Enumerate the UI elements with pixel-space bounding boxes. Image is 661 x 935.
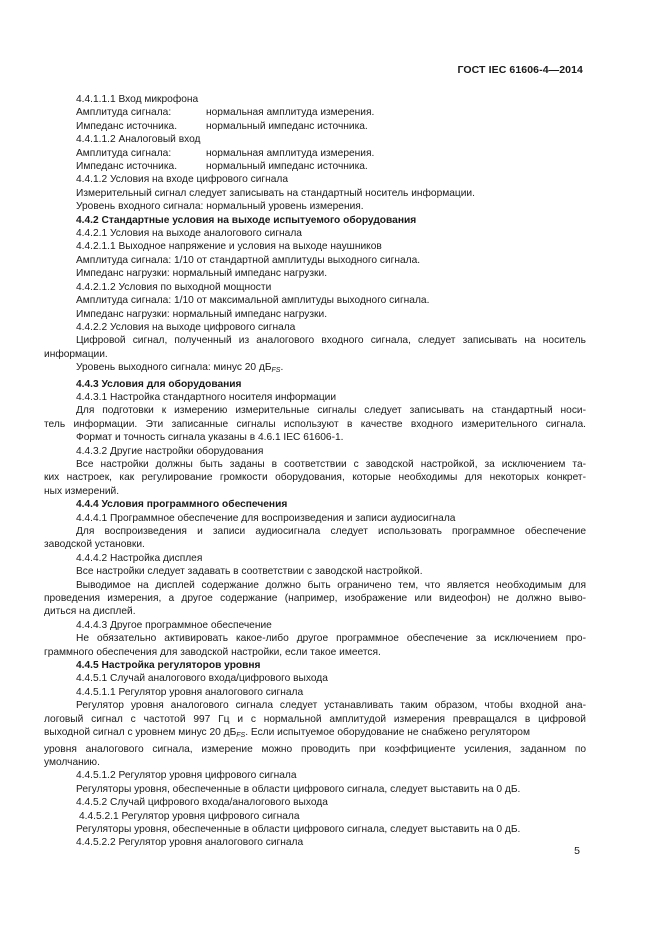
paragraph-line: граммного обеспечения для заводской настройки, если такое имеется. — [44, 646, 381, 658]
subsection-heading: 4.4.2.1 Условия на выходе аналогового сигнала — [76, 228, 302, 240]
paragraph-line: Импеданс нагрузки: нормальный импеданс нагрузки. — [76, 308, 328, 320]
text-fragment: . — [280, 362, 284, 374]
param-value: нормальный импеданс источника. — [206, 120, 368, 132]
subsection-heading: 4.4.2.2 Условия на выходе цифрового сигнала — [76, 321, 296, 333]
param-label: Амплитуда сигнала: — [76, 147, 172, 159]
subsection-heading: 4.4.5.2 Случай цифрового входа/аналогового выхода — [76, 797, 328, 809]
subsection-heading: 4.4.1.1.1 Вход микрофона — [76, 94, 199, 105]
paragraph-line: тель информации. Эти записанные сигналы используют в качестве входного измерительного сигнала. — [44, 418, 586, 430]
paragraph-line: Формат и точность сигнала указаны в 4.6.1 IEC 61606-1. — [76, 432, 344, 444]
document-body — [44, 93, 586, 850]
subsection-heading: 4.4.2.1.2 Условия по выходной мощности — [76, 281, 272, 293]
param-row — [44, 160, 586, 173]
paragraph-line — [44, 361, 586, 377]
section-heading: 4.4.4 Условия программного обеспечения — [76, 499, 288, 511]
paragraph-line: уровня аналогового сигнала, измерение можно проводить при коэффициенте усиления, заданном по — [44, 743, 586, 755]
subsection-heading: 4.4.4.3 Другое программное обеспечение — [76, 619, 272, 631]
text-fragment: Уровень выходного сигнала: минус 20 дБ — [76, 362, 272, 374]
param-row — [44, 120, 586, 133]
paragraph-line: Цифровой сигнал, полученный из аналогового входного сигнала, следует записывать на носитель — [76, 335, 586, 347]
param-label: Импеданс источника. — [76, 161, 178, 173]
subsection-heading: 4.4.4.1 Программное обеспечение для воспроизведения и записи аудиосигнала — [76, 512, 456, 524]
param-row — [44, 147, 586, 160]
paragraph-line: Для воспроизведения и записи аудиосигнала следует использовать программное обеспечение — [76, 526, 586, 537]
document-header: ГОСТ IEC 61606-4—2014 — [457, 64, 583, 76]
paragraph-line: Все настройки следует задавать в соответствии с заводской настройкой. — [76, 566, 423, 578]
paragraph-line: Все настройки должны быть заданы в соответствии с заводской настройкой, за исключением та- — [76, 458, 586, 470]
section-heading: 4.4.2 Стандартные условия на выходе испытуемого оборудования — [76, 214, 417, 226]
subsection-heading: 4.4.2.1.1 Выходное напряжение и условия на выходе наушников — [76, 241, 382, 253]
paragraph-line: ных измерений. — [44, 485, 120, 497]
paragraph-line: ких настроек, как регулирование громкости оборудования, которые необходимы для некоторых конкрет- — [44, 472, 586, 484]
paragraph-line: Регулятор уровня аналогового сигнала следует устанавливать таким образом, чтобы входной ана- — [76, 700, 586, 712]
paragraph-line: Выводимое на дисплей содержание должно быть ограничено тем, что является необходимым для — [76, 579, 586, 591]
paragraph-line: Амплитуда сигнала: 1/10 от максимальной амплитуды выходного сигнала. — [76, 295, 430, 307]
page-number: 5 — [574, 845, 580, 857]
param-value: нормальная амплитуда измерения. — [206, 107, 375, 119]
paragraph-line: проведения измерения, а другое содержание (например, изображение или видеофон) не должно выво- — [44, 593, 586, 605]
paragraph-line — [44, 726, 586, 742]
paragraph-line: логовый сигнал с частотой 997 Гц и с нормальной амплитудой измерения превращался в цифровой — [44, 713, 586, 725]
section-heading: 4.4.5 Настройка регуляторов уровня — [76, 660, 261, 672]
subsection-heading: 4.4.4.2 Настройка дисплея — [76, 552, 203, 564]
paragraph-line: диться на дисплей. — [44, 606, 136, 618]
subsection-heading: 4.4.1.1.2 Аналоговый вход — [76, 134, 201, 146]
subsection-heading: 4.4.5.1.2 Регулятор уровня цифрового сигнала — [76, 770, 297, 782]
paragraph-line: Уровень входного сигнала: нормальный уровень измерения. — [76, 201, 364, 213]
param-row — [44, 106, 586, 119]
text-fragment: выходной сигнал с уровнем минус 20 дБ — [44, 727, 237, 739]
paragraph-line: Измерительный сигнал следует записывать на стандартный носитель информации. — [76, 187, 475, 199]
param-label: Амплитуда сигнала: — [76, 107, 172, 119]
param-label: Импеданс источника. — [76, 120, 178, 132]
subscript-fs: FS — [271, 367, 281, 375]
param-value: нормальная амплитуда измерения. — [206, 147, 375, 159]
paragraph-line: заводской установки. — [44, 539, 145, 551]
paragraph-line: Амплитуда сигнала: 1/10 от стандартной амплитуды выходного сигнала. — [76, 254, 421, 266]
subsection-heading: 4.4.5.2.2 Регулятор уровня аналогового сигнала — [76, 837, 304, 849]
text-fragment: . Если испытуемое оборудование не снабжено регулятором — [245, 727, 530, 739]
paragraph-line: Импеданс нагрузки: нормальный импеданс нагрузки. — [76, 268, 328, 280]
subsection-heading: 4.4.5.2.1 Регулятор уровня цифрового сигнала — [79, 810, 300, 822]
param-value: нормальный импеданс источника. — [206, 161, 368, 173]
paragraph-line: Для подготовки к измерению измерительные сигналы следует записывать на стандартный носи- — [76, 405, 586, 417]
paragraph-line: умолчанию. — [44, 756, 100, 768]
subsection-heading: 4.4.5.1.1 Регулятор уровня аналогового сигнала — [76, 686, 304, 698]
paragraph-line: Регуляторы уровня, обеспеченные в области цифрового сигнала, следует выставить на 0 дБ. — [76, 823, 521, 835]
subsection-heading: 4.4.5.1 Случай аналогового входа/цифрового выхода — [76, 673, 328, 685]
paragraph-line: Регуляторы уровня, обеспеченные в области цифрового сигнала, следует выставить на 0 дБ. — [76, 783, 521, 795]
subscript-fs: FS — [236, 732, 246, 740]
subsection-heading: 4.4.1.2 Условия на входе цифрового сигнала — [76, 174, 289, 186]
section-heading: 4.4.3 Условия для оборудования — [76, 378, 242, 390]
paragraph-line: информации. — [44, 348, 108, 360]
paragraph-line: Не обязательно активировать какое-либо другое программное обеспечение за исключением про- — [76, 633, 586, 645]
subsection-heading: 4.4.3.1 Настройка стандартного носителя информации — [76, 391, 337, 403]
subsection-heading: 4.4.3.2 Другие настройки оборудования — [76, 445, 264, 457]
